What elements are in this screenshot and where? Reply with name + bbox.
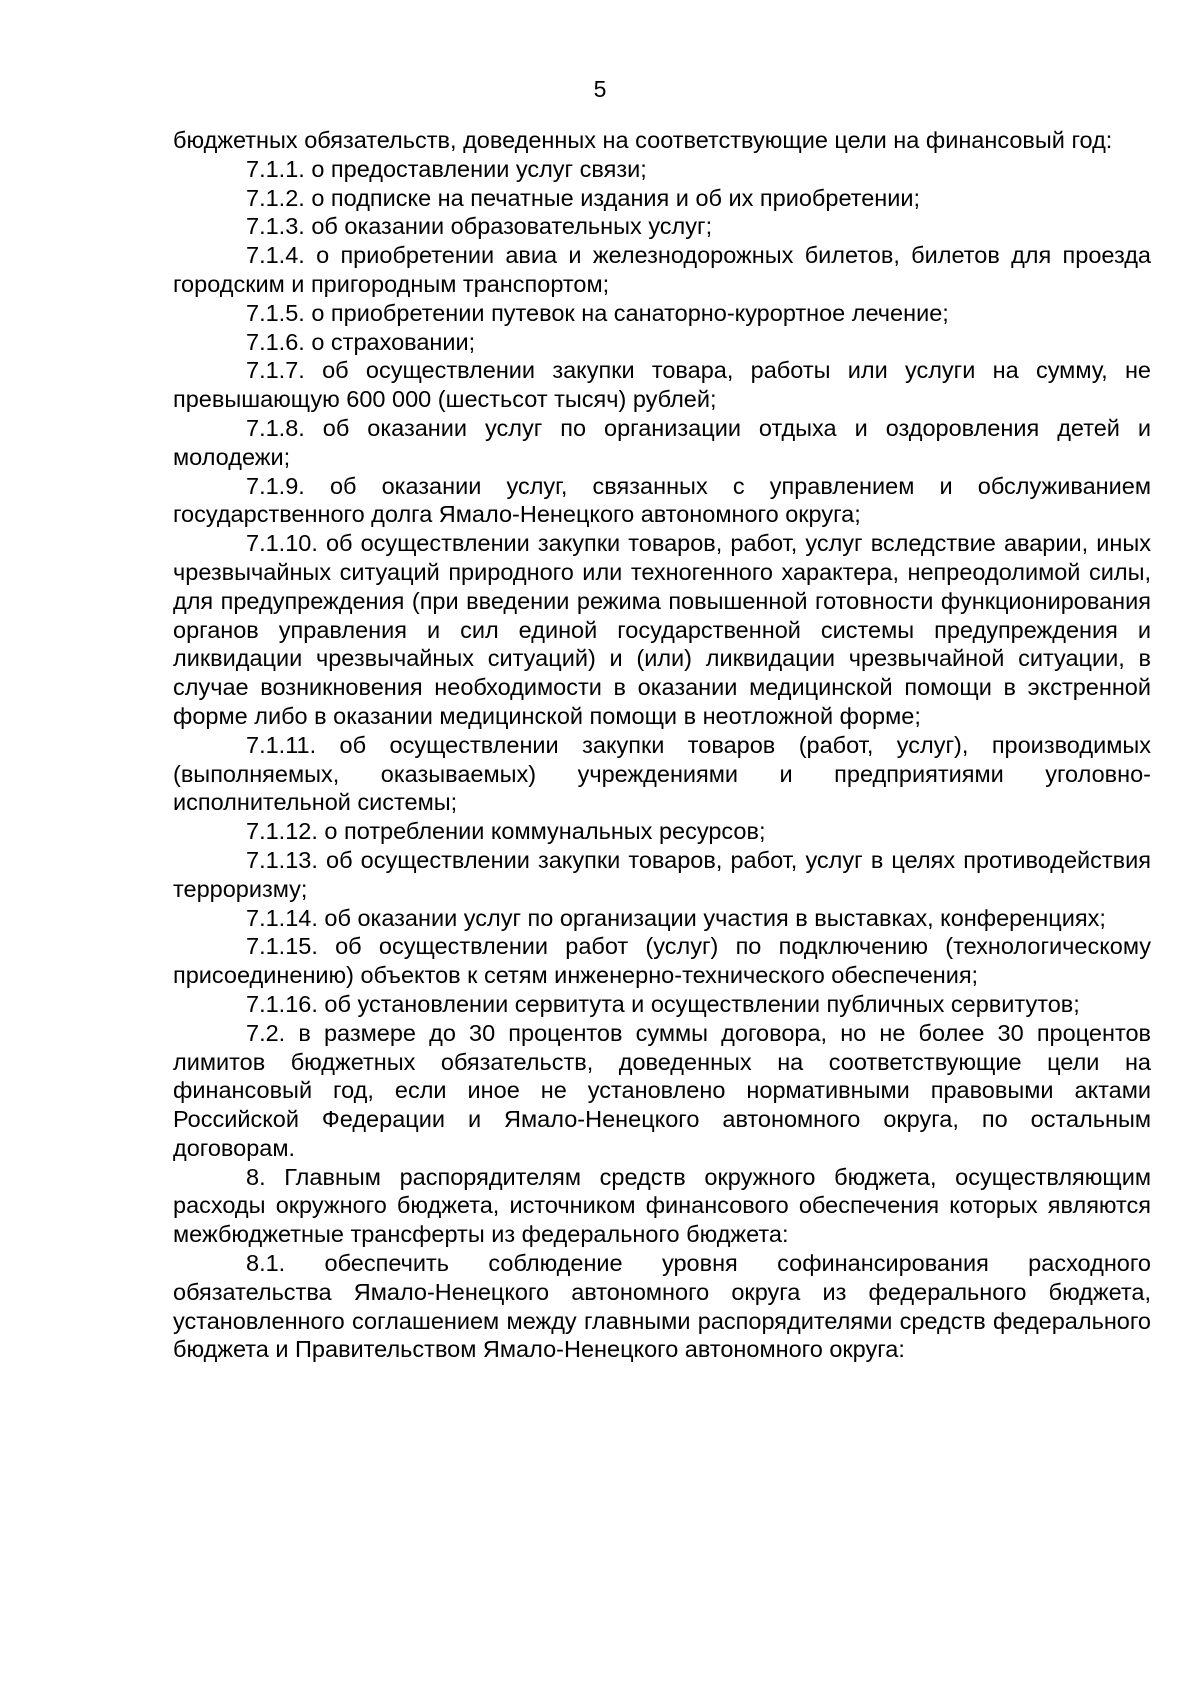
clause-number: 7.1.5.	[246, 299, 305, 326]
clause-text: об оказании услуг по организации участия в выставках, конференциях;	[324, 904, 1106, 931]
document-body	[173, 126, 1151, 1364]
clause-text: о приобретении путевок на санаторно-курортное лечение;	[311, 299, 949, 326]
clause-text: обеспечить соблюдение уровня софинансирования расходного обязательства Ямало-Ненецкого автономного округа из федерального бюджета, установленного соглашением между главными распорядителями средств федерального бюджета и Правительством Ямало-Ненецкого автономного округа:	[173, 1250, 1151, 1363]
clause-number: 7.1.10.	[246, 530, 318, 557]
clause-number: 7.1.6.	[246, 328, 305, 355]
clause-7-1-9	[173, 472, 1151, 530]
clause-number: 7.1.7.	[246, 357, 305, 384]
clause-8-1	[173, 1249, 1151, 1364]
clause-number: 7.1.13.	[246, 846, 318, 873]
clause-text: об осуществлении закупки товаров (работ, услуг), производимых (выполняемых, оказываемых) учреждениями и предприятиями уголовно-исполнительной системы;	[173, 731, 1151, 816]
clause-7-1-2	[173, 184, 1151, 213]
clause-number: 7.1.11.	[246, 731, 317, 758]
clause-number: 8.	[246, 1163, 266, 1190]
clause-text: о подписке на печатные издания и об их приобретении;	[311, 184, 921, 211]
clause-7-1-12	[173, 817, 1151, 846]
clause-7-1-5	[173, 299, 1151, 328]
clause-number: 7.1.3.	[246, 213, 305, 240]
clause-text: о приобретении авиа и железнодорожных билетов, билетов для проезда городским и пригородным транспортом;	[173, 242, 1151, 297]
clause-text: Главным распорядителям средств окружного бюджета, осуществляющим расходы окружного бюджета, источником финансового обеспечения которых являются межбюджетные трансферты из федерального бюджета:	[173, 1163, 1151, 1248]
clause-number: 7.1.2.	[246, 184, 305, 211]
clause-text: об осуществлении закупки товара, работы или услуги на сумму, не превышающую 600 000 (шестьсот тысяч) рублей;	[173, 357, 1152, 413]
clause-text: о предоставлении услуг связи;	[311, 155, 647, 182]
clause-text: в размере до 30 процентов суммы договора, но не более 30 процентов лимитов бюджетных обязательств, доведенных на соответствующие цели на финансовый год, если иное не установлено нормативными правовыми актами Российской Федерации и Ямало-Ненецкого автономного округа, по остальным договорам.	[173, 1019, 1151, 1161]
clause-number: 7.1.16.	[246, 990, 318, 1017]
clause-7-1-11	[173, 731, 1151, 817]
clause-text: об оказании образовательных услуг;	[311, 213, 713, 240]
clause-text: об осуществлении закупки товаров, работ, услуг в целях противодействия терроризму;	[173, 846, 1152, 902]
clause-text: об осуществлении работ (услуг) по подключению (технологическому присоединению) объектов к сетям инженерно-технического обеспечения;	[173, 933, 1151, 989]
clause-7-1-13	[173, 846, 1151, 904]
clause-text: о страховании;	[311, 328, 476, 355]
clause-number: 7.1.9.	[246, 472, 305, 499]
clause-7-1-10	[173, 529, 1151, 731]
clause-7-1-4	[173, 241, 1151, 299]
clause-7-1-6	[173, 328, 1151, 357]
clause-number: 7.1.8.	[246, 414, 305, 441]
page-number: 5	[593, 76, 607, 102]
clause-number: 7.1.12.	[246, 818, 318, 845]
clause-text: об оказании услуг, связанных с управлением и обслуживанием государственного долга Ямало-Ненецкого автономного округа;	[173, 472, 1151, 528]
clause-text: об установлении сервитута и осуществлении публичных сервитутов;	[324, 990, 1080, 1017]
clause-text: об оказании услуг по организации отдыха и оздоровления детей и молодежи;	[173, 414, 1152, 470]
clause-number: 7.1.14.	[246, 904, 318, 931]
clause-7-1-3	[173, 212, 1151, 241]
clause-7-1-16	[173, 990, 1151, 1019]
clause-text: об осуществлении закупки товаров, работ, услуг вследствие аварии, иных чрезвычайных ситуаций природного или техногенного характера, непреодолимой силы, для предупреждения (при введении режима повышенной готовности функционирования органов управления и сил единой государственной системы предупреждения и ликвидации чрезвычайных ситуаций) и (или) ликвидации чрезвычайной ситуации, в случае возникновения необходимости в оказании медицинской помощи в экстренной форме либо в оказании медицинской помощи в неотложной форме;	[173, 530, 1152, 729]
clause-7-1-7	[173, 356, 1151, 414]
clause-7-1-14	[173, 904, 1151, 933]
clause-number: 7.1.15.	[246, 933, 318, 960]
paragraph-text: бюджетных обязательств, доведенных на соответствующие цели на финансовый год:	[173, 127, 1113, 153]
clause-text: о потреблении коммунальных ресурсов;	[324, 818, 766, 845]
clause-7-1-1	[173, 155, 1151, 184]
clause-8	[173, 1163, 1151, 1249]
clause-7-1-8	[173, 414, 1151, 472]
clause-number: 7.1.1.	[246, 155, 305, 182]
clause-number: 7.1.4.	[246, 242, 305, 269]
clause-number: 8.1.	[246, 1250, 286, 1277]
continuation-paragraph	[173, 126, 1151, 155]
clause-7-2	[173, 1019, 1151, 1163]
clause-7-1-15	[173, 932, 1151, 990]
clause-number: 7.2.	[246, 1019, 286, 1046]
